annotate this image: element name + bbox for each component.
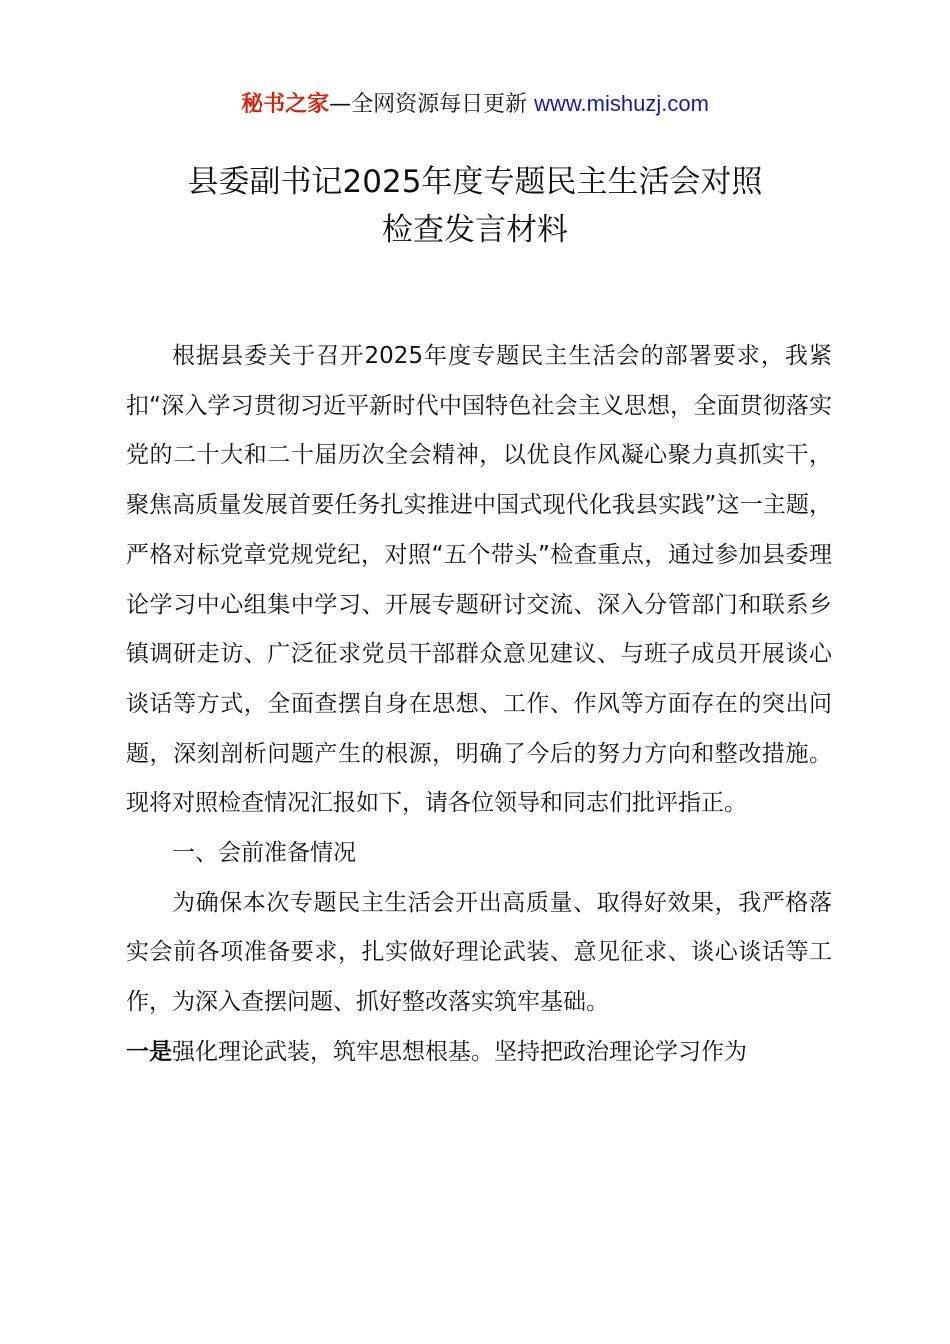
section-1-paragraph: 为确保本次专题民主生活会开出高质量、取得好效果，我严格落实会前各项准备要求，扎实做好理论武装、意见征求、谈心谈话等工作，为深入查摆问题、抓好整改落实筑牢基础。 — [126, 889, 832, 1016]
brand-name: 秘书之家 — [241, 92, 330, 117]
point-1-text: 强化理论武装，筑牢思想根基。坚持把政治理论学习作为 — [172, 1038, 747, 1065]
section-heading-1: 一、会前准备情况 — [172, 840, 356, 867]
site-header — [0, 88, 950, 121]
title-line-1: 县委副书记2025年度专题民主生活会对照 — [187, 164, 763, 200]
header-tagline: —全网资源每日更新 — [329, 92, 528, 117]
intro-paragraph: 根据县委关于召开2025年度专题民主生活会的部署要求，我紧扣“深入学习贯彻习近平新时代中国特色社会主义思想，全面贯彻落实党的二十大和二十届历次全会精神，以优良作风凝心聚力真抓实干，聚焦高质量发展首要任务扎实推进中国式现代化我县实践”这一主题，严格对标党章党规党纪，对照“五个带头”检查重点，通过参加县委理论学习中心组集中学习、开展专题研讨交流、深入分管部门和联系乡镇调研走访、广泛征求党员干部群众意见建议、与班子成员开展谈心谈话等方式，全面查摆自身在思想、工作、作风等方面存在的突出问题，深刻剖析问题产生的根源，明确了今后的努力方向和整改措施。现将对照检查情况汇报如下，请各位领导和同志们批评指正。 — [126, 343, 832, 817]
site-url-link[interactable]: www.mishuzj.com — [534, 91, 709, 116]
point-1-lead: 一是 — [126, 1038, 172, 1065]
document-title — [0, 158, 950, 254]
title-line-2: 检查发言材料 — [382, 212, 568, 248]
document-body — [126, 332, 832, 1078]
point-1-paragraph — [126, 1028, 832, 1078]
